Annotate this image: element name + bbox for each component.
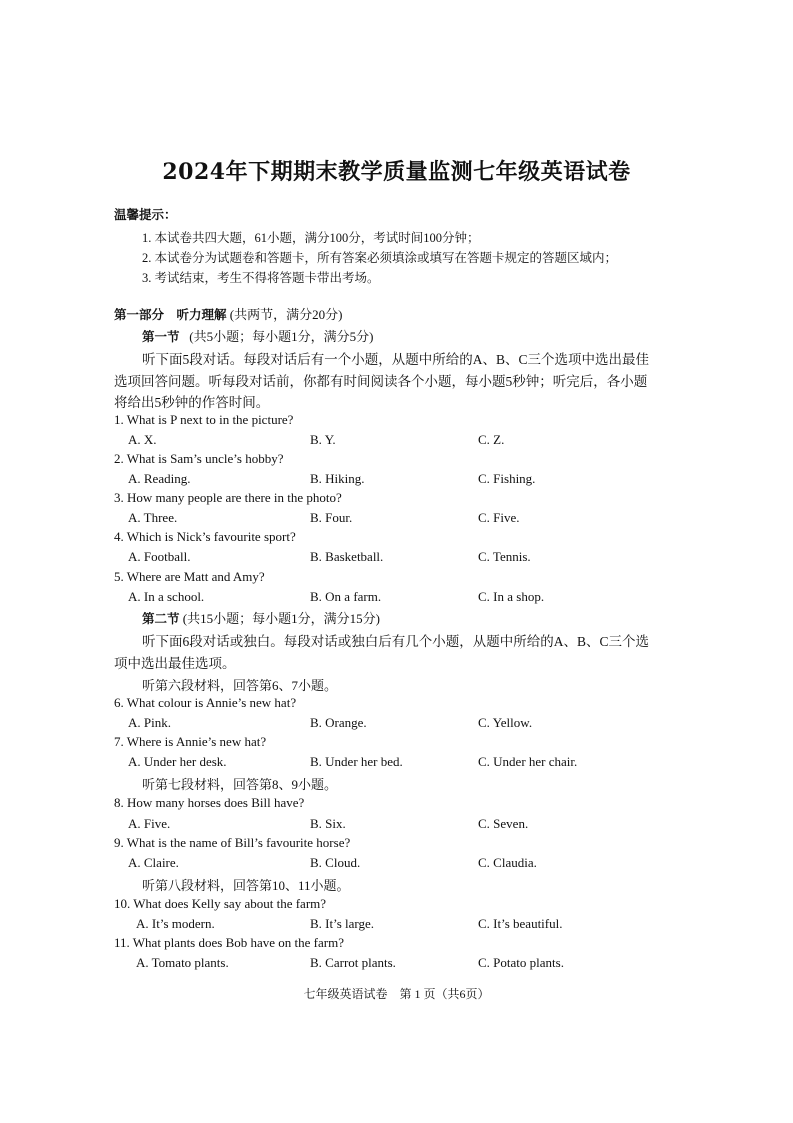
option-b: B. Four. bbox=[310, 510, 353, 525]
part1-heading-line bbox=[114, 304, 342, 323]
option-c: C. Fishing. bbox=[478, 471, 536, 486]
options-7 bbox=[128, 754, 728, 770]
part1-note: (共两节，满分20分) bbox=[229, 307, 343, 322]
section2-instruction-1: 听下面6段对话或独白。每段对话或独白后有几个小题，从题中所给的A、B、C三个选 bbox=[142, 634, 650, 649]
options-3 bbox=[128, 510, 728, 526]
options-11 bbox=[136, 955, 736, 971]
question-9: 9. What is the name of Bill’s favourite horse? bbox=[114, 835, 351, 850]
options-5 bbox=[128, 589, 728, 605]
option-b: B. Carrot plants. bbox=[310, 955, 396, 970]
option-a: A. Five. bbox=[128, 816, 171, 831]
options-10 bbox=[136, 916, 736, 932]
exam-title: 2024年下期期末教学质量监测七年级英语试卷 bbox=[162, 159, 631, 185]
option-c: C. Claudia. bbox=[478, 855, 537, 870]
option-a: A. Claire. bbox=[128, 855, 179, 870]
part1-heading: 第一部分 听力理解 bbox=[114, 307, 227, 322]
option-b: B. Orange. bbox=[310, 715, 367, 730]
tips-heading: 温馨提示： bbox=[114, 207, 177, 222]
section1-instruction-2: 选项回答问题。听每段对话前，你都有时间阅读各个小题，每小题5秒钟；听完后，各小题 bbox=[114, 374, 648, 389]
option-c: C. Potato plants. bbox=[478, 955, 564, 970]
option-a: A. Pink. bbox=[128, 715, 171, 730]
page-footer: 七年级英语试卷 第 1 页（共6页） bbox=[303, 987, 490, 1001]
question-3: 3. How many people are there in the photo? bbox=[114, 490, 342, 505]
section2-heading-line bbox=[142, 608, 380, 627]
question-5: 5. Where are Matt and Amy? bbox=[114, 569, 265, 584]
option-a: A. Three. bbox=[128, 510, 178, 525]
option-b: B. It’s large. bbox=[310, 916, 375, 931]
section1-note: (共5小题；每小题1分，满分5分) bbox=[189, 329, 374, 344]
option-b: B. Hiking. bbox=[310, 471, 365, 486]
section1-instruction-1: 听下面5段对话。每段对话后有一个小题，从题中所给的A、B、C三个选项中选出最佳 bbox=[142, 352, 650, 367]
option-a: A. Tomato plants. bbox=[136, 955, 229, 970]
tip-item-3: 3. 考试结束，考生不得将答题卡带出考场。 bbox=[142, 271, 380, 285]
question-8: 8. How many horses does Bill have? bbox=[114, 795, 305, 810]
question-10: 10. What does Kelly say about the farm? bbox=[114, 896, 327, 911]
section2-note: (共15小题；每小题1分，满分15分) bbox=[182, 611, 380, 626]
option-b: B. Six. bbox=[310, 816, 346, 831]
option-b: B. Basketball. bbox=[310, 549, 384, 564]
options-2 bbox=[128, 471, 728, 487]
option-c: C. It’s beautiful. bbox=[478, 916, 563, 931]
section2-instruction-2: 项中选出最佳选项。 bbox=[114, 656, 236, 671]
section1-heading-line bbox=[142, 326, 373, 345]
option-c: C. Z. bbox=[478, 432, 505, 447]
tip-item-2: 2. 本试卷分为试题卷和答题卡，所有答案必须填涂或填写在答题卡规定的答题区域内； bbox=[142, 251, 618, 265]
option-c: C. In a shop. bbox=[478, 589, 545, 604]
material-note-7: 听第七段材料，回答第8、9小题。 bbox=[142, 777, 338, 792]
option-a: A. Football. bbox=[128, 549, 191, 564]
option-c: C. Seven. bbox=[478, 816, 529, 831]
option-b: B. Y. bbox=[310, 432, 336, 447]
question-6: 6. What colour is Annie’s new hat? bbox=[114, 695, 297, 710]
tip-item-1: 1. 本试卷共四大题，61小题，满分100分，考试时间100分钟； bbox=[142, 231, 480, 245]
option-a: A. In a school. bbox=[128, 589, 205, 604]
question-2: 2. What is Sam’s uncle’s hobby? bbox=[114, 451, 284, 466]
option-b: B. On a farm. bbox=[310, 589, 382, 604]
option-c: C. Tennis. bbox=[478, 549, 531, 564]
section2-heading: 第二节 bbox=[142, 611, 180, 626]
option-c: C. Yellow. bbox=[478, 715, 533, 730]
options-1 bbox=[128, 432, 728, 448]
material-note-8: 听第八段材料，回答第10、11小题。 bbox=[142, 878, 350, 893]
option-a: A. Under her desk. bbox=[128, 754, 227, 769]
option-a: A. It’s modern. bbox=[136, 916, 215, 931]
option-c: C. Under her chair. bbox=[478, 754, 578, 769]
options-6 bbox=[128, 715, 728, 731]
option-c: C. Five. bbox=[478, 510, 520, 525]
options-4 bbox=[128, 549, 728, 565]
question-11: 11. What plants does Bob have on the farm? bbox=[114, 935, 344, 950]
option-b: B. Under her bed. bbox=[310, 754, 403, 769]
material-note-6: 听第六段材料，回答第6、7小题。 bbox=[142, 678, 338, 693]
question-7: 7. Where is Annie’s new hat? bbox=[114, 734, 267, 749]
options-9 bbox=[128, 855, 728, 871]
question-4: 4. Which is Nick’s favourite sport? bbox=[114, 529, 296, 544]
options-8 bbox=[128, 816, 728, 832]
option-b: B. Cloud. bbox=[310, 855, 361, 870]
question-1: 1. What is P next to in the picture? bbox=[114, 412, 294, 427]
section1-instruction-3: 将给出5秒钟的作答时间。 bbox=[114, 395, 270, 410]
option-a: A. X. bbox=[128, 432, 157, 447]
section1-heading: 第一节 bbox=[142, 329, 180, 344]
option-a: A. Reading. bbox=[128, 471, 191, 486]
